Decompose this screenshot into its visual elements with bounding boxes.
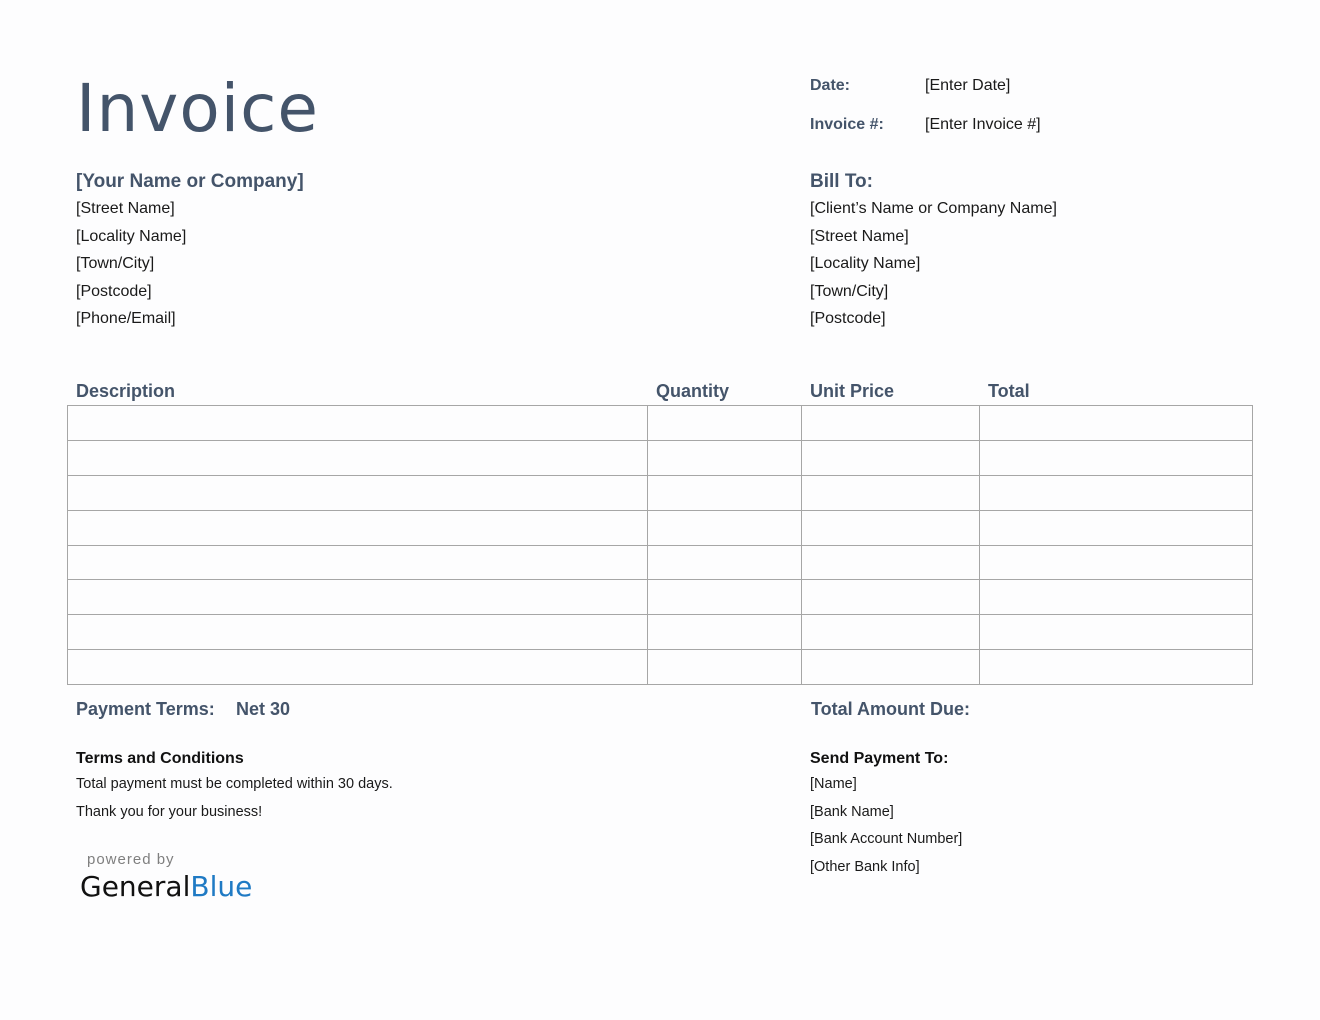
send-payment-details [810,771,962,881]
send-payment-line: [Bank Name] [810,803,894,820]
unit-price-cell[interactable] [802,580,980,615]
logo-general: General [80,870,191,903]
quantity-cell[interactable] [648,580,802,615]
invoice-number-label: Invoice #: [810,116,884,133]
date-label: Date: [810,77,851,94]
quantity-cell[interactable] [648,440,802,475]
bill-to-line: [Postcode] [810,310,886,327]
send-payment-line: [Name] [810,776,857,792]
unit-price-cell[interactable] [802,475,980,510]
total-cell[interactable] [980,650,1253,685]
description-cell[interactable] [68,545,648,580]
quantity-cell[interactable] [648,615,802,650]
bill-to-line: [Street Name] [810,227,909,245]
quantity-cell[interactable] [648,650,802,685]
terms-body [76,771,393,826]
logo-blue: Blue [190,870,253,903]
sender-line: [Locality Name] [76,227,187,245]
table-row [68,615,1253,650]
total-cell[interactable] [980,580,1253,615]
table-row [68,440,1253,475]
description-cell[interactable] [68,510,648,545]
unit-price-cell[interactable] [802,650,980,685]
payment-terms-label: Payment Terms: [76,699,215,719]
table-row [68,650,1253,685]
bill-to-line: [Town/City] [810,282,889,300]
quantity-cell[interactable] [648,545,802,580]
line-items-table [67,405,1253,685]
column-header-quantity: Quantity [656,381,730,401]
unit-price-cell[interactable] [802,545,980,580]
bill-to-heading: Bill To: [810,171,873,192]
date-value: [Enter Date] [925,77,1011,94]
quantity-cell[interactable] [648,475,802,510]
invoice-title: Invoice [76,70,319,147]
bill-to-line: [Client’s Name or Company Name] [810,200,1057,217]
sender-line: [Street Name] [76,200,175,217]
table-row [68,406,1253,441]
sender-address [76,195,186,333]
total-cell[interactable] [980,406,1253,441]
total-cell[interactable] [980,615,1253,650]
unit-price-cell[interactable] [802,440,980,475]
unit-price-cell[interactable] [802,615,980,650]
sender-line: [Phone/Email] [76,310,176,327]
powered-by-text: powered by [87,851,175,868]
description-cell[interactable] [68,440,648,475]
table-row [68,510,1253,545]
column-header-description: Description [76,381,176,401]
total-cell[interactable] [980,510,1253,545]
total-cell[interactable] [980,475,1253,510]
description-cell[interactable] [68,580,648,615]
sender-line: [Postcode] [76,282,152,300]
total-cell[interactable] [980,545,1253,580]
quantity-cell[interactable] [648,406,802,441]
description-cell[interactable] [68,650,648,685]
description-cell[interactable] [68,615,648,650]
table-row [68,475,1253,510]
sender-line: [Town/City] [76,255,155,272]
send-payment-heading: Send Payment To: [810,750,949,767]
payment-terms-value: Net 30 [236,699,291,719]
description-cell[interactable] [68,475,648,510]
column-header-total: Total [988,381,1030,401]
column-header-unit-price: Unit Price [810,381,895,401]
sender-name: [Your Name or Company] [76,171,304,192]
invoice-number-value: [Enter Invoice #] [925,116,1041,133]
table-row [68,545,1253,580]
terms-line: Thank you for your business! [76,803,263,820]
description-cell[interactable] [68,406,648,441]
table-row [68,580,1253,615]
bill-to-line: [Locality Name] [810,255,921,272]
total-amount-due-label: Total Amount Due: [811,699,970,719]
generalblue-logo [80,870,252,903]
terms-line: Total payment must be completed within 30 days. [76,776,393,792]
terms-heading: Terms and Conditions [76,750,244,767]
bill-to-address [810,195,1057,333]
unit-price-cell[interactable] [802,406,980,441]
unit-price-cell[interactable] [802,510,980,545]
send-payment-line: [Other Bank Info] [810,858,920,875]
quantity-cell[interactable] [648,510,802,545]
send-payment-line: [Bank Account Number] [810,831,963,847]
total-cell[interactable] [980,440,1253,475]
